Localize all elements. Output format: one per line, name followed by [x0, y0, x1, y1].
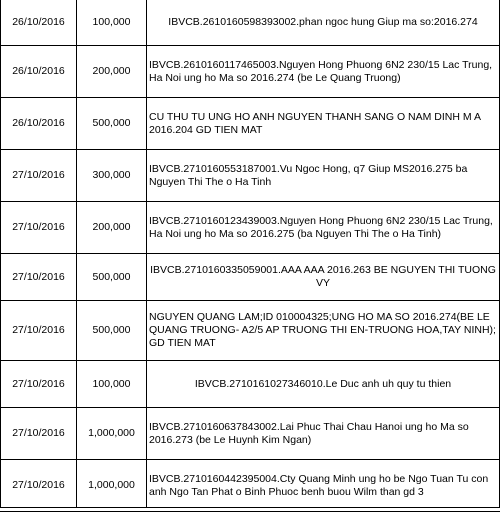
- row-amount-cell: 100,000: [77, 361, 147, 408]
- row-date-cell: 27/10/2016: [1, 202, 77, 254]
- row-date-cell: 26/10/2016: [1, 98, 77, 150]
- row-description-cell: IBVCB.2710160637843002.Lai Phuc Thai Chau Hanoi ung ho Ma so 2016.273 (be Le Huynh Kim Ngan): [147, 408, 500, 460]
- row-date-cell: 27/10/2016: [1, 361, 77, 408]
- row-amount-cell: 500,000: [77, 254, 147, 301]
- transaction-table-body: [1, 0, 500, 512]
- row-description-cell: IBVCB.2610160598393002.phan ngoc hung Giup ma so:2016.274: [147, 0, 500, 46]
- table-row: [1, 98, 500, 150]
- table-bottom-edge: [0, 507, 500, 511]
- table-row: [1, 301, 500, 361]
- row-amount-cell: 300,000: [77, 150, 147, 202]
- row-description-cell: NGUYEN QUANG LAM;ID 010004325;UNG HO MA SO 2016.274(BE LE QUANG TRUONG- A2/5 AP TRUONG THI EN-TRUONG HOA,TAY NINH); GD TIEN MAT: [147, 301, 500, 361]
- table-row: [1, 202, 500, 254]
- row-date-cell: 27/10/2016: [1, 301, 77, 361]
- row-description-cell: IBVCB.2710160335059001.AAA AAA 2016.263 BE NGUYEN THI TUONG VY: [147, 254, 500, 301]
- row-date-cell: 26/10/2016: [1, 46, 77, 98]
- table-row: [1, 150, 500, 202]
- row-amount-cell: 500,000: [77, 301, 147, 361]
- row-amount-cell: 200,000: [77, 46, 147, 98]
- table-row: [1, 361, 500, 408]
- table-row: [1, 408, 500, 460]
- row-date-cell: 27/10/2016: [1, 460, 77, 512]
- row-amount-cell: 1,000,000: [77, 460, 147, 512]
- table-row: [1, 254, 500, 301]
- row-description-cell: CU THU TU UNG HO ANH NGUYEN THANH SANG O NAM DINH M A 2016.204 GD TIEN MAT: [147, 98, 500, 150]
- row-date-cell: 26/10/2016: [1, 0, 77, 46]
- row-description-cell: IBVCB.2710160123439003.Nguyen Hong Phuong 6N2 230/15 Lac Trung, Ha Noi ung ho Ma so 2016.275 (ba Nguyen Thi The o Ha Tinh): [147, 202, 500, 254]
- row-date-cell: 27/10/2016: [1, 254, 77, 301]
- row-date-cell: 27/10/2016: [1, 408, 77, 460]
- row-description-cell: IBVCB.2610160117465003.Nguyen Hong Phuong 6N2 230/15 Lac Trung, Ha Noi ung ho Ma so 2016.274 (be Le Quang Truong): [147, 46, 500, 98]
- row-amount-cell: 100,000: [77, 0, 147, 46]
- row-description-cell: IBVCB.2710160442395004.Cty Quang Minh ung ho be Ngo Tuan Tu con anh Ngo Tan Phat o Binh Phuoc benh buou Wilm than gd 3: [147, 460, 500, 512]
- row-amount-cell: 200,000: [77, 202, 147, 254]
- table-row: [1, 0, 500, 46]
- table-row: [1, 460, 500, 512]
- row-amount-cell: 500,000: [77, 98, 147, 150]
- table-row: [1, 46, 500, 98]
- row-date-cell: 27/10/2016: [1, 150, 77, 202]
- row-description-cell: IBVCB.2710161027346010.Le Duc anh uh quy tu thien: [147, 361, 500, 408]
- row-amount-cell: 1,000,000: [77, 408, 147, 460]
- row-description-cell: IBVCB.2710160553187001.Vu Ngoc Hong, q7 Giup MS2016.275 ba Nguyen Thi The o Ha Tinh: [147, 150, 500, 202]
